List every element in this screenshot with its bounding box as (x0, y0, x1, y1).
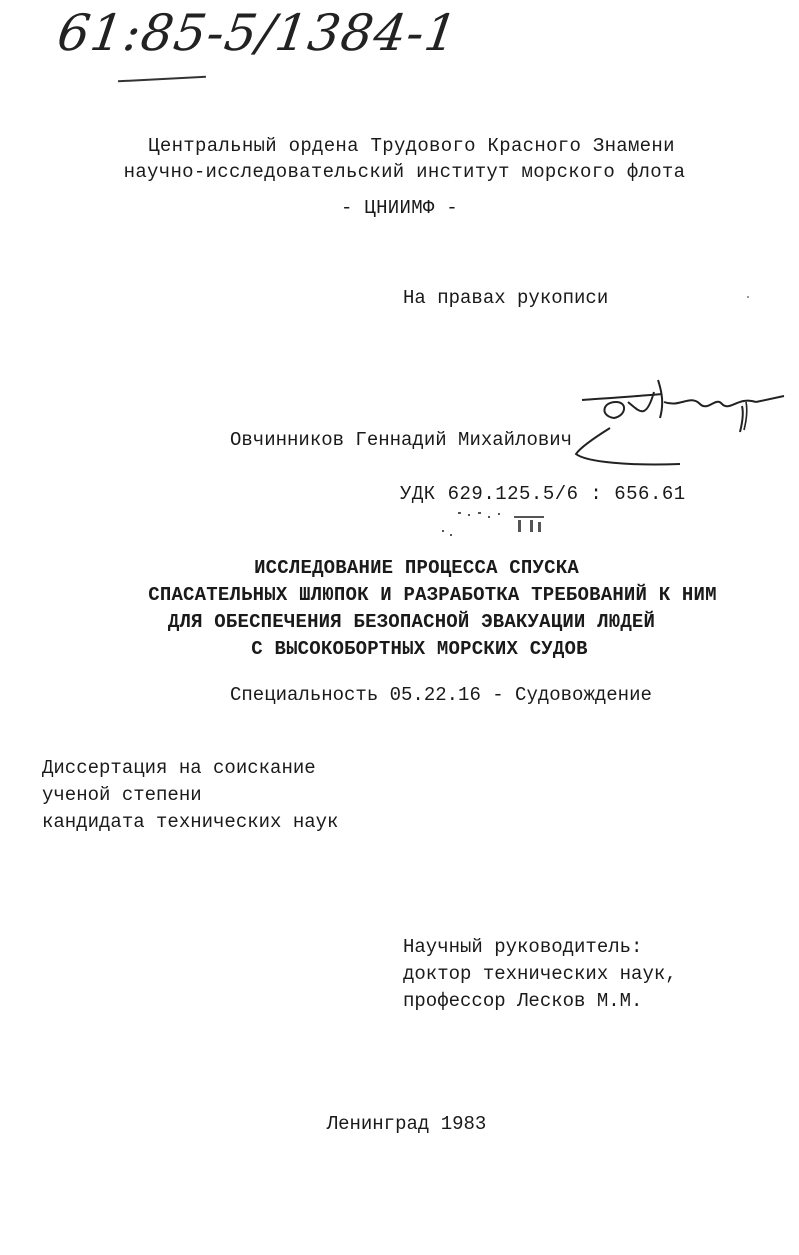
degree-line-3: кандидата технических наук (42, 811, 339, 833)
supervisor-name: профессор Лесков М.М. (403, 990, 643, 1012)
author-name: Овчинников Геннадий Михайлович (230, 429, 573, 451)
degree-line-2: ученой степени (42, 784, 202, 806)
archive-number-underline (118, 76, 206, 83)
udc-code: УДК 629.125.5/6 : 656.61 (400, 483, 686, 505)
specialty: Специальность 05.22.16 - Судовождение (230, 684, 652, 706)
faded-stamp-mark (438, 508, 548, 538)
thesis-title-line-2: СПАСАТЕЛЬНЫХ ШЛЮПОК И РАЗРАБОТКА ТРЕБОВАНИЙ К НИМ (148, 584, 717, 606)
institution-line-2: научно-исследовательский институт морского флота (123, 161, 686, 183)
author-signature (570, 372, 790, 472)
thesis-title-line-1: ИССЛЕДОВАНИЕ ПРОЦЕССА СПУСКА (254, 557, 579, 579)
institution-abbreviation: - ЦНИИМФ - (340, 197, 459, 219)
thesis-title-line-4: С ВЫСОКОБОРТНЫХ МОРСКИХ СУДОВ (251, 638, 588, 660)
degree-line-1: Диссертация на соискание (42, 757, 316, 779)
rights-note: На правах рукописи (403, 287, 609, 309)
supervisor-heading: Научный руководитель: (403, 936, 643, 958)
archive-number-handwritten: 61:85-5/1384-1 (53, 4, 462, 62)
institution-line-1: Центральный ордена Трудового Красного Знамени (148, 135, 675, 157)
paper-speck (747, 296, 749, 298)
place-and-year: Ленинград 1983 (326, 1113, 487, 1135)
supervisor-degree: доктор технических наук, (403, 963, 677, 985)
thesis-title-line-3: ДЛЯ ОБЕСПЕЧЕНИЯ БЕЗОПАСНОЙ ЭВАКУАЦИИ ЛЮДЕЙ (167, 611, 656, 633)
